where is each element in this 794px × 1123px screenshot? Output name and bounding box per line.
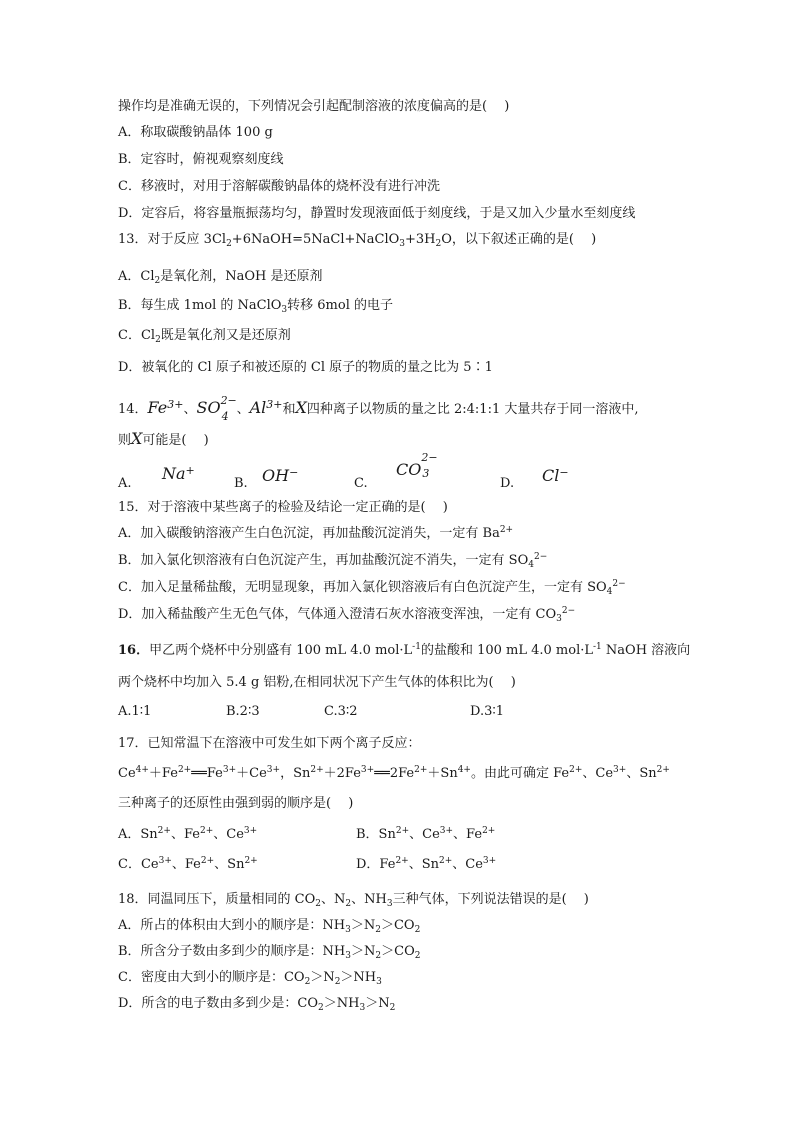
q17-equation: $Ce^{4+}+Fe^{2+}══Fe^{3+}+Ce^{3+}$，$Sn^{2+}+2Fe^{3+}══2Fe^{2+}+Sn^{4+}$。由此可确定 $Fe^{2+}$、$Ce^{3+}$、$Sn^{2+}$ bbox=[118, 765, 670, 781]
q12-option-c: C．移液时，对用于溶解碳酸钠晶体的烧杯没有进行冲洗 bbox=[118, 179, 440, 194]
q17-option-a: A．$Sn^{2+}$、$Fe^{2+}$、$Ce^{3+}$ bbox=[118, 826, 258, 842]
q14-option-a: Na+ bbox=[162, 464, 195, 483]
q14-options bbox=[118, 451, 688, 494]
q17-option-c: C．$Ce^{3+}$、$Fe^{2+}$、$Sn^{2+}$ bbox=[118, 856, 258, 872]
q18-stem: 18．同温同压下，质量相同的 $CO_2$、$N_2$、$NH_3$三种气体，下列说法错误的是( ) bbox=[118, 892, 589, 909]
q18-option-c: C．密度由大到小的顺序是：$CO_2>N_2>NH_3$ bbox=[118, 970, 382, 987]
q16-option-a: A.1∶1 bbox=[118, 704, 152, 719]
q17-line3: 三种离子的还原性由强到弱的顺序是( ) bbox=[118, 796, 354, 811]
q17-stem: 17．已知常温下在溶液中可发生如下两个离子反应： bbox=[118, 736, 421, 751]
q14-option-b-label: B. bbox=[234, 476, 248, 491]
q15-stem: 15．对于溶液中某些离子的检验及结论一定正确的是( ) bbox=[118, 500, 448, 515]
q13-option-d: D．被氧化的 Cl 原子和被还原的 Cl 原子的物质的量之比为 5∶1 bbox=[118, 360, 493, 375]
q12-option-a: A．称取碳酸钠晶体 100 g bbox=[118, 125, 273, 140]
q14-option-c: CO 2− 3 bbox=[396, 451, 438, 480]
q14-option-d-label: D. bbox=[500, 476, 515, 491]
q18-option-b: B．所含分子数由多到少的顺序是：$NH_3>N_2>CO_2$ bbox=[118, 944, 421, 961]
q14-stem: 14．$Fe^{3+}$、SO 2− 4 、$Al^{3+}$和X四种离子以物质的量之比 2:4:1:1 大量共存于同一溶液中, bbox=[118, 394, 639, 423]
q12-stem: 操作均是准确无误的，下列情况会引起配制溶液的浓度偏高的是( ) bbox=[118, 99, 510, 114]
q13-option-b: B．每生成 1mol 的 NaClO$_3$转移 6mol 的电子 bbox=[118, 298, 394, 315]
q13-option-a: A．$Cl_2$是氧化剂，NaOH 是还原剂 bbox=[118, 269, 323, 286]
q12-option-d: D．定容后，将容量瓶振荡均匀，静置时发现液面低于刻度线，于是又加入少量水至刻度线 bbox=[118, 206, 636, 221]
q17-option-d: D．$Fe^{2+}$、$Sn^{2+}$、$Ce^{3+}$ bbox=[356, 856, 497, 872]
q13-option-c: C．$Cl_2$既是氧化剂又是还原剂 bbox=[118, 328, 291, 345]
q18-option-d: D．所含的电子数由多到少是：$CO_2>NH_3>N_2$ bbox=[118, 996, 396, 1013]
q16-options bbox=[118, 704, 688, 722]
q18-option-a: A．所占的体积由大到小的顺序是：$NH_3>N_2>CO_2$ bbox=[118, 918, 421, 935]
q15-option-d: D．加入稀盐酸产生无色气体，气体通入澄清石灰水溶液变浑浊，一定有 $CO_3^{2-}$ bbox=[118, 606, 576, 624]
q14-option-a-label: A. bbox=[118, 476, 132, 491]
q15-option-a: A．加入碳酸钠溶液产生白色沉淀，再加盐酸沉淀消失，一定有 $Ba^{2+}$ bbox=[118, 525, 514, 541]
q16-option-c: C.3∶2 bbox=[324, 704, 358, 719]
q14-option-b: OH− bbox=[262, 466, 299, 485]
q15-option-b: B．加入氯化钡溶液有白色沉淀产生，再加盐酸沉淀不消失，一定有 $SO_4^{2-}$ bbox=[118, 552, 548, 570]
q17-option-b: B．$Sn^{2+}$、$Ce^{3+}$、$Fe^{2+}$ bbox=[356, 826, 496, 842]
q16-line2: 两个烧杯中均加入 5.4 g 铝粉,在相同状况下产生气体的体积比为( ) bbox=[118, 675, 516, 690]
q14-option-c-label: C. bbox=[354, 476, 368, 491]
q12-option-b: B．定容时，俯视观察刻度线 bbox=[118, 152, 284, 167]
q16-option-b: B.2∶3 bbox=[226, 704, 260, 719]
q14-option-d: Cl− bbox=[542, 466, 569, 485]
q13-stem: 13．对于反应 $3Cl_2+6NaOH=5NaCl+NaClO_3+3H_2O$，以下叙述正确的是( ) bbox=[118, 232, 597, 249]
q16-option-d: D.3∶1 bbox=[470, 704, 505, 719]
q15-option-c: C．加入足量稀盐酸，无明显现象，再加入氯化钡溶液后有白色沉淀产生，一定有 $SO_4^{2-}$ bbox=[118, 579, 626, 597]
q16-stem: 16．甲乙两个烧杯中分别盛有 100 mL 4.0 $mol\cdot L^{-1}$的盐酸和 100 mL 4.0 $mol\cdot L^{-1}$ NaOH 溶液向 bbox=[118, 642, 691, 658]
q14-line2: 则X可能是( ) bbox=[118, 429, 209, 448]
